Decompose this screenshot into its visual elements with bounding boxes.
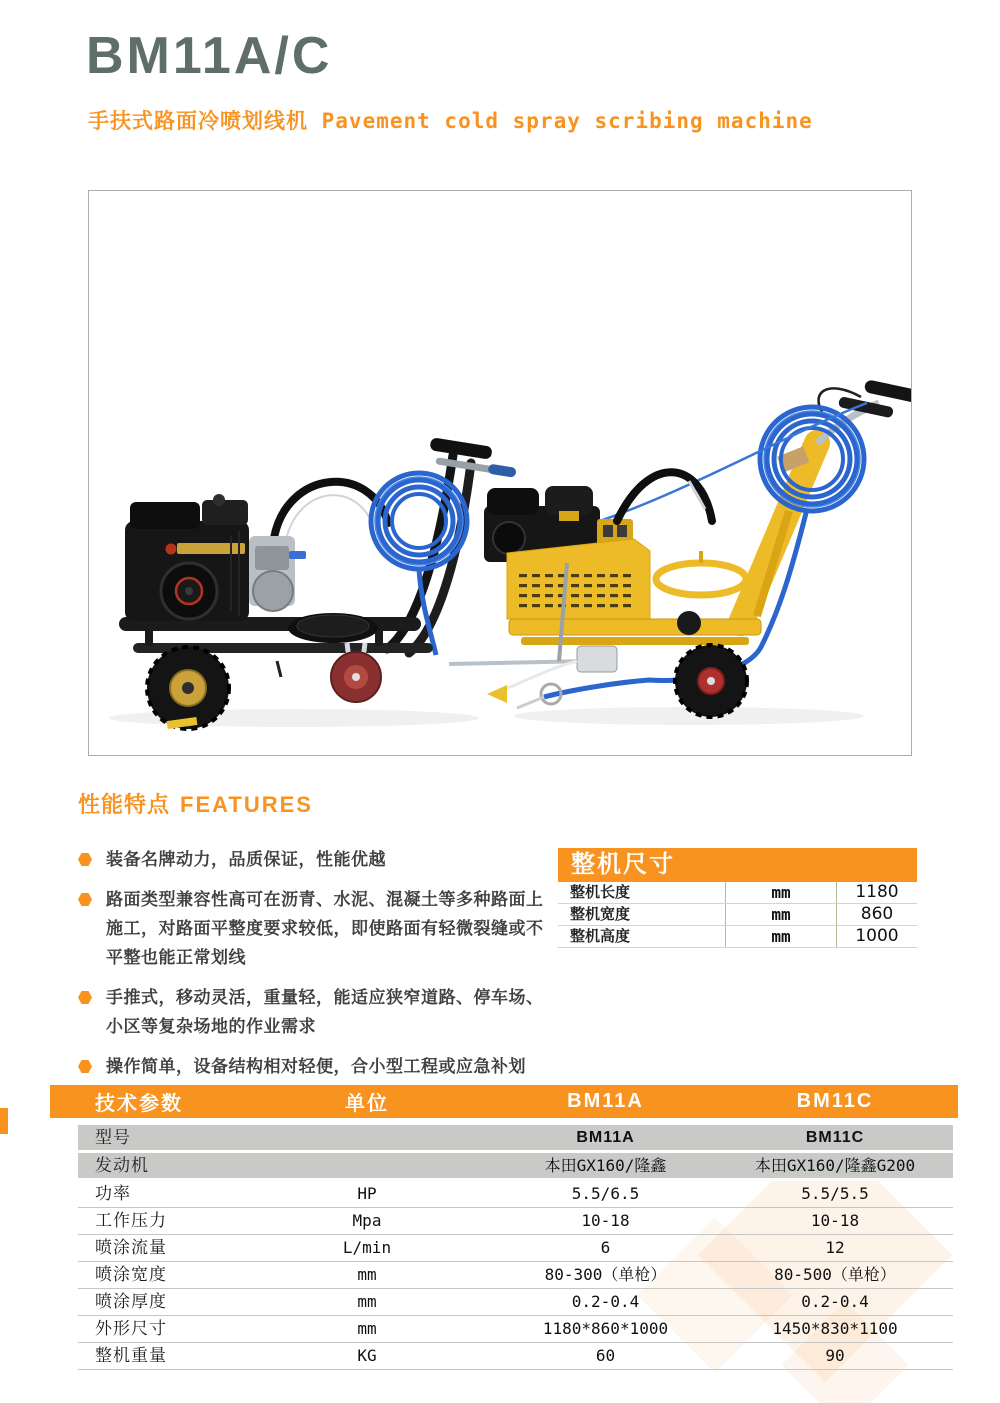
spec-param: 工作压力: [95, 1211, 167, 1230]
page-subtitle: 手扶式路面冷喷划线机 Pavement cold spray scribing machine: [88, 109, 813, 133]
spec-value-bm11a: 10-18: [581, 1211, 630, 1230]
spec-value-bm11c: 90: [825, 1346, 845, 1365]
dimension-label: 整机高度: [570, 928, 631, 945]
hexagon-bullet-icon: [78, 853, 92, 866]
feature-item: [78, 885, 556, 972]
spec-row: [78, 1208, 953, 1235]
feature-text: 手推式，移动灵活，重量轻，能适应狭窄道路、停车场、小区等复杂场地的作业需求: [106, 988, 544, 1036]
dimension-label: 整机长度: [570, 884, 631, 901]
hexagon-bullet-icon: [78, 1060, 92, 1073]
spec-row: [78, 1262, 953, 1289]
left-machine-illustration: [109, 437, 519, 729]
feature-text: 路面类型兼容性高可在沥青、水泥、混凝土等多种路面上施工，对路面平整度要求较低，即使路面有轻微裂缝或不平整也能正常划线: [106, 890, 544, 967]
spec-header-param: 技术参数: [95, 1093, 183, 1115]
spec-header-bm11c: BM11C: [796, 1090, 874, 1112]
spec-value-bm11c: 12: [825, 1238, 845, 1257]
spec-unit: [240, 1125, 494, 1150]
dimension-value: 1000: [855, 926, 899, 946]
spec-value-bm11c: 0.2-0.4: [801, 1292, 869, 1311]
spec-param: 功率: [95, 1184, 131, 1203]
spec-table-header: [50, 1085, 958, 1118]
spec-value-bm11c: 80-500（单枪）: [774, 1265, 896, 1284]
spec-value-bm11c: 1450*830*1100: [772, 1319, 898, 1338]
page-edge-accent: [0, 1108, 8, 1134]
spec-row: [78, 1153, 953, 1181]
spec-value-bm11c: 5.5/5.5: [801, 1184, 869, 1203]
feature-text: 装备名牌动力，品质保证，性能优越: [106, 850, 386, 869]
spec-unit: mm: [357, 1292, 377, 1311]
spec-row: [78, 1125, 953, 1153]
dimension-value: 860: [860, 904, 894, 924]
spec-value-bm11a: 80-300（单枪）: [544, 1265, 667, 1284]
spec-row: [78, 1235, 953, 1262]
spec-param: 型号: [95, 1128, 131, 1147]
features-heading-zh: 性能特点: [78, 792, 171, 817]
feature-item: [78, 983, 556, 1041]
spec-value-bm11c: 本田GX160/隆鑫G200: [754, 1156, 916, 1175]
spec-header-bm11a: BM11A: [567, 1090, 644, 1112]
spec-param: 喷涂厚度: [95, 1292, 167, 1311]
spec-value-bm11a: 60: [595, 1346, 616, 1365]
spec-value-bm11a: 0.2-0.4: [571, 1292, 640, 1311]
spec-unit: HP: [357, 1184, 377, 1203]
spec-unit: mm: [357, 1265, 377, 1284]
spec-value-bm11a: 6: [600, 1238, 611, 1257]
spec-table: [78, 1125, 953, 1370]
spec-param: 外形尺寸: [95, 1319, 167, 1338]
spec-header-unit: 单位: [345, 1093, 389, 1115]
product-photo: [88, 190, 912, 756]
dimension-row: [558, 882, 917, 904]
features-heading-en: FEATURES: [180, 792, 313, 817]
spec-param: 喷涂宽度: [95, 1265, 167, 1284]
features-section: [78, 788, 556, 1092]
spec-row: [78, 1181, 953, 1208]
dimension-unit: mm: [725, 904, 837, 925]
page-title: BM11A/C: [86, 27, 333, 85]
spec-unit: mm: [357, 1319, 377, 1338]
dimension-label: 整机宽度: [570, 906, 631, 923]
spec-row: [78, 1316, 953, 1343]
feature-text: 操作简单，设备结构相对轻便，合小型工程或应急补划: [106, 1057, 526, 1076]
hexagon-bullet-icon: [78, 893, 92, 906]
dimension-unit: mm: [725, 882, 837, 903]
feature-item: [78, 845, 556, 874]
dimension-value: 1180: [855, 882, 899, 902]
spec-param: 发动机: [95, 1156, 149, 1175]
right-machine-illustration: [449, 375, 911, 725]
feature-item: [78, 1052, 556, 1081]
dimension-row: [558, 904, 917, 926]
spec-unit: KG: [357, 1346, 377, 1365]
spec-row: [78, 1289, 953, 1316]
spec-unit: Mpa: [352, 1211, 382, 1230]
spec-param: 整机重量: [95, 1346, 167, 1365]
dimension-unit: mm: [725, 926, 837, 947]
spec-value-bm11a: BM11A: [576, 1129, 635, 1146]
dimensions-panel: [558, 848, 917, 948]
spec-unit: [240, 1153, 494, 1178]
spec-value-bm11c: 10-18: [810, 1211, 860, 1230]
spec-param: 喷涂流量: [95, 1238, 167, 1257]
spec-unit: L/min: [342, 1238, 392, 1257]
spec-value-bm11a: 本田GX160/隆鑫: [544, 1156, 667, 1175]
dimension-row: [558, 926, 917, 948]
product-photo-illustration: [89, 191, 911, 755]
dimensions-header: 整机尺寸: [558, 848, 917, 882]
spec-value-bm11a: 1180*860*1000: [542, 1319, 669, 1338]
spec-value-bm11a: 5.5/6.5: [571, 1184, 640, 1203]
spec-row: [78, 1343, 953, 1370]
features-heading: [78, 788, 556, 819]
hexagon-bullet-icon: [78, 991, 92, 1004]
spec-value-bm11c: BM11C: [805, 1129, 865, 1146]
